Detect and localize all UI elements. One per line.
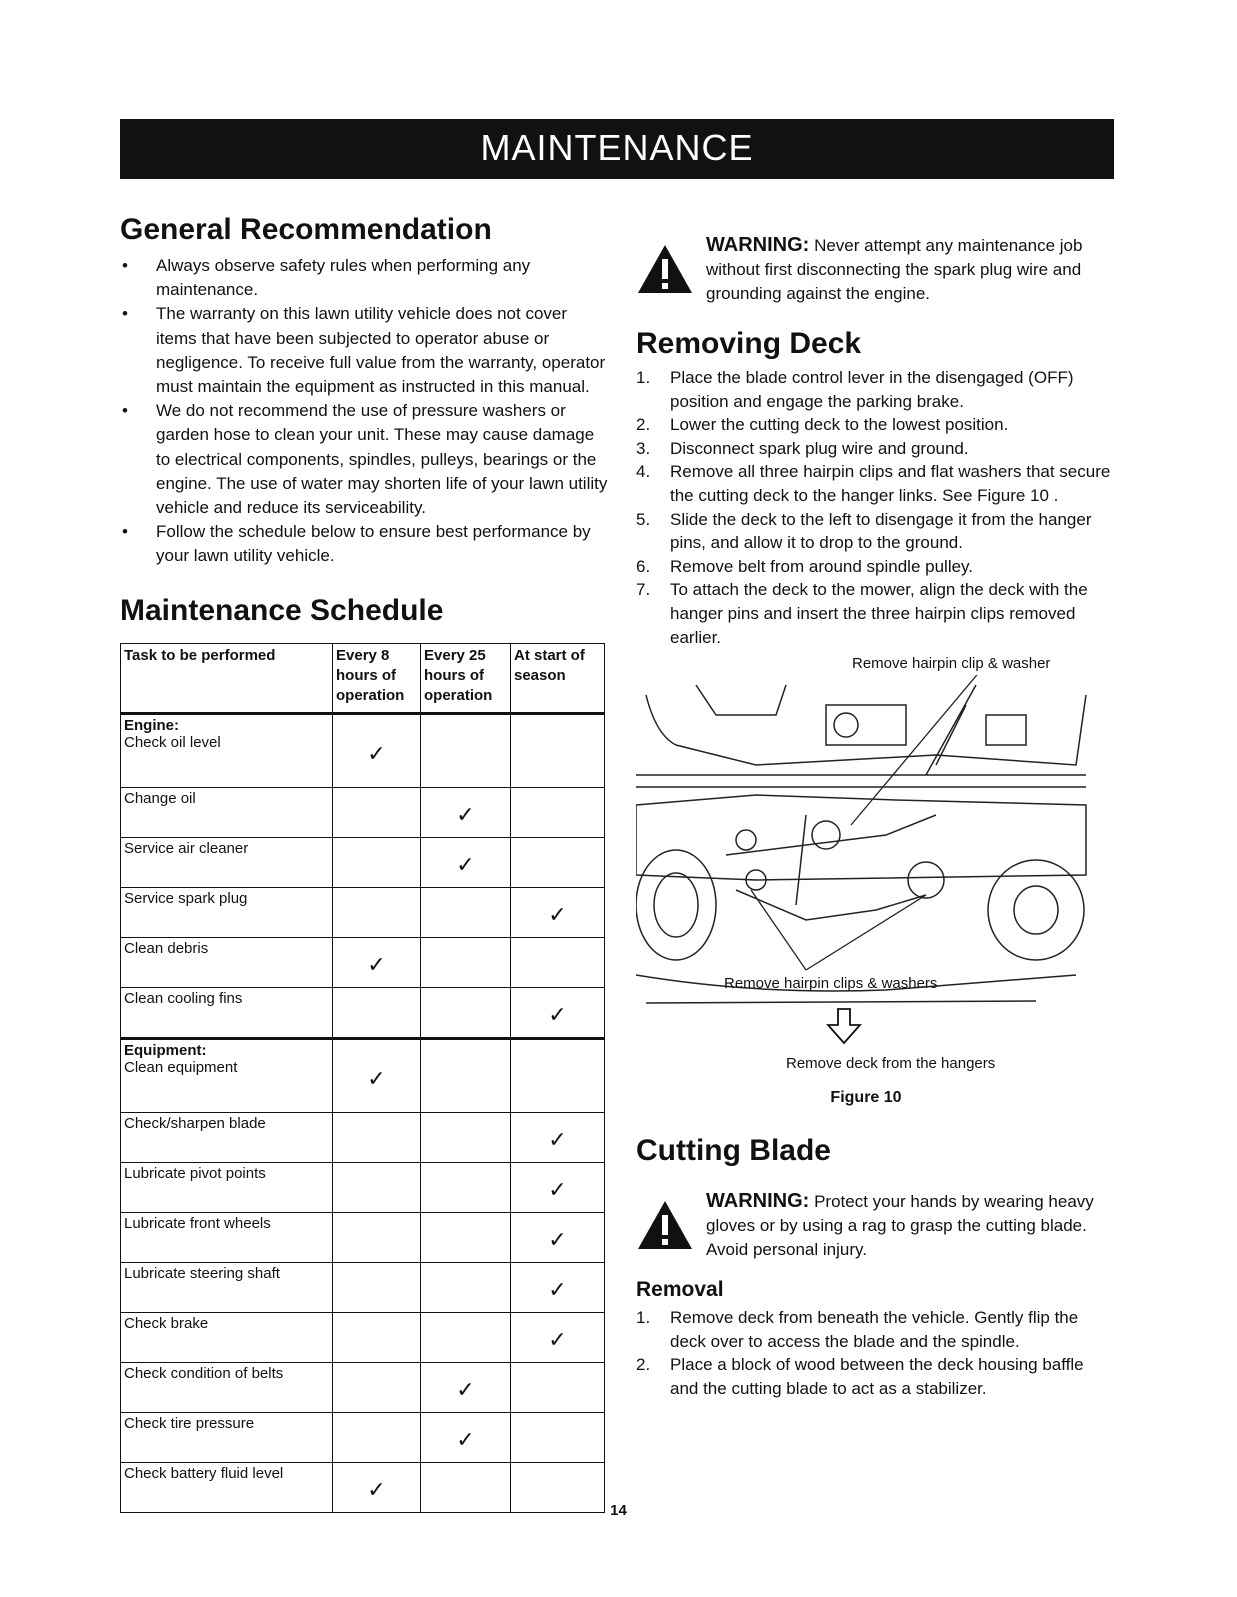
task-cell — [121, 1412, 333, 1462]
check-mark-icon: ✓ — [548, 1277, 567, 1303]
check-mark-icon: ✓ — [367, 952, 386, 978]
step-text: Place a block of wood between the deck housing baffle and the cutting blade to act as a stabilizer. — [670, 1355, 1084, 1398]
figure-label-bottom: Remove deck from the hangers — [786, 1055, 996, 1073]
check-mark-icon: ✓ — [548, 1002, 567, 1028]
table-row — [121, 837, 605, 887]
warning-protect-hands — [636, 1189, 1116, 1262]
interval-cell — [333, 713, 421, 787]
table-row — [121, 1362, 605, 1412]
check-mark-icon: ✓ — [456, 1377, 475, 1403]
interval-cell — [511, 1312, 605, 1362]
interval-cell — [333, 887, 421, 937]
task-cell — [121, 787, 333, 837]
removing-deck-steps — [636, 366, 1116, 649]
task-label: Change oil — [124, 789, 196, 807]
check-mark-icon: ✓ — [548, 1327, 567, 1353]
page-number: 14 — [610, 1502, 627, 1519]
interval-cell — [511, 837, 605, 887]
table-row — [121, 713, 605, 787]
interval-cell — [511, 887, 605, 937]
interval-cell — [333, 1312, 421, 1362]
task-label: Service spark plug — [124, 889, 248, 907]
interval-cell — [333, 1362, 421, 1412]
removal-steps — [636, 1306, 1116, 1400]
list-item — [636, 460, 1116, 507]
check-mark-icon: ✓ — [367, 740, 386, 766]
task-group-label: Engine: — [124, 716, 179, 734]
interval-cell — [421, 887, 511, 937]
list-item: • Always observe safety rules when performing any maintenance. — [120, 254, 610, 302]
task-label: Check oil level — [124, 733, 221, 751]
interval-cell — [511, 1112, 605, 1162]
list-item — [636, 413, 1116, 437]
column-header-every-8-hours: Every 8 hours of operation — [333, 643, 421, 713]
step-number: 2. — [636, 415, 651, 435]
task-cell — [121, 987, 333, 1038]
interval-cell — [511, 787, 605, 837]
interval-cell — [511, 1162, 605, 1212]
step-text: Place the blade control lever in the disengaged (OFF) position and engage the parking brake. — [670, 368, 1074, 411]
interval-cell — [511, 1362, 605, 1412]
warning-text: Never attempt any maintenance job without first disconnecting the spark plug wire and grounding against the engine. — [706, 236, 1083, 303]
table-row — [121, 1212, 605, 1262]
list-item — [636, 1306, 1116, 1353]
interval-cell — [421, 1212, 511, 1262]
task-label: Check condition of belts — [124, 1364, 284, 1382]
figure-label-top: Remove hairpin clip & washer — [852, 655, 1051, 673]
list-item: • We do not recommend the use of pressure washers or garden hose to clean your unit. These may cause damage to electrical components, spindles, pulleys, bearings or the engine. The use of water may shorten life of your lawn utility vehicle and reduce its serviceability. — [120, 399, 610, 520]
interval-cell — [421, 713, 511, 787]
table-row — [121, 937, 605, 987]
column-header-task: Task to be performed — [121, 643, 333, 713]
warning-triangle-icon — [636, 1199, 694, 1251]
interval-cell — [421, 1112, 511, 1162]
list-item — [636, 555, 1116, 579]
maintenance-schedule-table — [120, 643, 605, 1513]
right-column — [636, 233, 1116, 1401]
table-row — [121, 1262, 605, 1312]
removing-deck-heading: Removing Deck — [636, 327, 862, 360]
task-label: Check tire pressure — [124, 1414, 255, 1432]
step-text: Remove all three hairpin clips and flat washers that secure the cutting deck to the hanger links. See Figure 10 . — [670, 462, 1111, 505]
step-number: 3. — [636, 438, 651, 458]
task-label: Lubricate pivot points — [124, 1164, 266, 1182]
table-row — [121, 887, 605, 937]
task-label: Clean cooling fins — [124, 989, 243, 1007]
interval-cell — [421, 1312, 511, 1362]
interval-cell — [333, 1262, 421, 1312]
interval-cell — [511, 1262, 605, 1312]
step-text: Disconnect spark plug wire and ground. — [670, 438, 969, 458]
check-mark-icon: ✓ — [456, 1427, 475, 1453]
warning-disconnect-spark-plug — [636, 233, 1116, 306]
table-row — [121, 1162, 605, 1212]
task-label: Lubricate front wheels — [124, 1214, 271, 1232]
step-number: 1. — [636, 368, 651, 387]
task-label: Clean equipment — [124, 1058, 238, 1076]
table-header-row — [121, 643, 605, 713]
interval-cell — [511, 937, 605, 987]
task-cell — [121, 1312, 333, 1362]
table-row — [121, 987, 605, 1038]
warning-lead: WARNING: — [706, 1190, 810, 1213]
interval-cell — [333, 787, 421, 837]
figure-10 — [636, 655, 1096, 1085]
task-label: Lubricate steering shaft — [124, 1264, 280, 1282]
table-row — [121, 787, 605, 837]
task-label: Check/sharpen blade — [124, 1114, 266, 1132]
step-number: 2. — [636, 1355, 651, 1375]
interval-cell — [421, 1412, 511, 1462]
interval-cell — [421, 787, 511, 837]
task-cell — [121, 837, 333, 887]
check-mark-icon: ✓ — [548, 1227, 567, 1253]
interval-cell — [511, 1412, 605, 1462]
interval-cell — [511, 1212, 605, 1262]
list-item — [636, 437, 1116, 461]
check-mark-icon: ✓ — [548, 1127, 567, 1153]
list-item — [636, 1353, 1116, 1400]
table-row — [121, 1412, 605, 1462]
table-row — [121, 1038, 605, 1112]
task-label: Service air cleaner — [124, 839, 249, 857]
table-row — [121, 1112, 605, 1162]
list-item — [636, 508, 1116, 555]
figure-label-middle: Remove hairpin clips & washers — [724, 975, 938, 993]
step-text: Slide the deck to the left to disengage it from the hanger pins, and allow it to drop to the ground. — [670, 509, 1092, 553]
step-number: 1. — [636, 1308, 651, 1328]
interval-cell — [333, 987, 421, 1038]
interval-cell — [511, 987, 605, 1038]
interval-cell — [333, 1212, 421, 1262]
task-label: Check battery fluid level — [124, 1464, 284, 1482]
left-column — [120, 212, 610, 1513]
interval-cell — [333, 1112, 421, 1162]
check-mark-icon: ✓ — [548, 1177, 567, 1203]
interval-cell — [421, 987, 511, 1038]
step-number: 5. — [636, 509, 651, 529]
task-label: Check brake — [124, 1314, 209, 1332]
warning-text: Protect your hands by wearing heavy gloves or by using a rag to grasp the cutting blade. Avoid personal injury. — [706, 1192, 1094, 1260]
step-text: To attach the deck to the mower, align the deck with the hanger pins and insert the three hairpin clips removed earlier. — [670, 580, 1088, 647]
interval-cell — [333, 1038, 421, 1112]
task-cell — [121, 1262, 333, 1312]
interval-cell — [333, 837, 421, 887]
step-text: Remove belt from around spindle pulley. — [670, 556, 974, 576]
list-item: • Follow the schedule below to ensure best performance by your lawn utility vehicle. — [120, 520, 610, 568]
cutting-blade-heading: Cutting Blade — [636, 1134, 831, 1168]
task-cell — [121, 1112, 333, 1162]
interval-cell — [421, 1362, 511, 1412]
task-cell — [121, 713, 333, 787]
interval-cell — [511, 1038, 605, 1112]
task-cell — [121, 1212, 333, 1262]
check-mark-icon: ✓ — [367, 1065, 386, 1091]
check-mark-icon: ✓ — [548, 902, 567, 928]
interval-cell — [333, 937, 421, 987]
interval-cell — [333, 1162, 421, 1212]
figure-caption: Figure 10 — [830, 1089, 902, 1107]
list-item: • The warranty on this lawn utility vehicle does not cover items that have been subjected to operator abuse or negligence. To receive full value from the warranty, operator must maintain the equipment as instructed in this manual. — [120, 302, 610, 399]
table-row — [121, 1312, 605, 1362]
step-text: Remove deck from beneath the vehicle. Gently flip the deck over to access the blade and the spindle. — [670, 1308, 1079, 1351]
interval-cell — [511, 713, 605, 787]
check-mark-icon: ✓ — [456, 852, 475, 878]
page-banner: MAINTENANCE — [120, 119, 1114, 179]
column-header-start-of-season: At start of season — [511, 643, 605, 713]
interval-cell — [333, 1412, 421, 1462]
mower-deck-illustration — [636, 675, 1096, 1005]
check-mark-icon: ✓ — [456, 802, 475, 828]
step-text: Lower the cutting deck to the lowest position. — [670, 415, 1009, 435]
task-cell — [121, 887, 333, 937]
step-number: 4. — [636, 462, 651, 482]
warning-lead: WARNING: — [706, 234, 810, 256]
interval-cell — [421, 1262, 511, 1312]
task-group-label: Equipment: — [124, 1041, 207, 1059]
warning-triangle-icon — [636, 243, 694, 295]
interval-cell — [421, 837, 511, 887]
step-number: 6. — [636, 556, 651, 576]
column-header-every-25-hours: Every 25 hours of operation — [421, 643, 511, 713]
interval-cell — [421, 1038, 511, 1112]
list-item — [636, 366, 1116, 413]
interval-cell — [421, 937, 511, 987]
task-label: Clean debris — [124, 939, 209, 957]
task-cell — [121, 1362, 333, 1412]
step-number: 7. — [636, 580, 651, 600]
check-mark-icon: ✓ — [367, 1477, 386, 1503]
general-recommendation-list — [120, 254, 610, 569]
task-cell — [121, 1038, 333, 1112]
removal-heading: Removal — [636, 1278, 724, 1302]
interval-cell — [421, 1162, 511, 1212]
task-cell — [121, 1162, 333, 1212]
schedule-body — [121, 713, 605, 1512]
task-cell — [121, 937, 333, 987]
arrow-down-icon — [824, 1007, 864, 1045]
list-item — [636, 578, 1116, 649]
maintenance-schedule-heading: Maintenance Schedule — [120, 593, 444, 627]
general-recommendation-heading: General Recommendation — [120, 213, 492, 246]
